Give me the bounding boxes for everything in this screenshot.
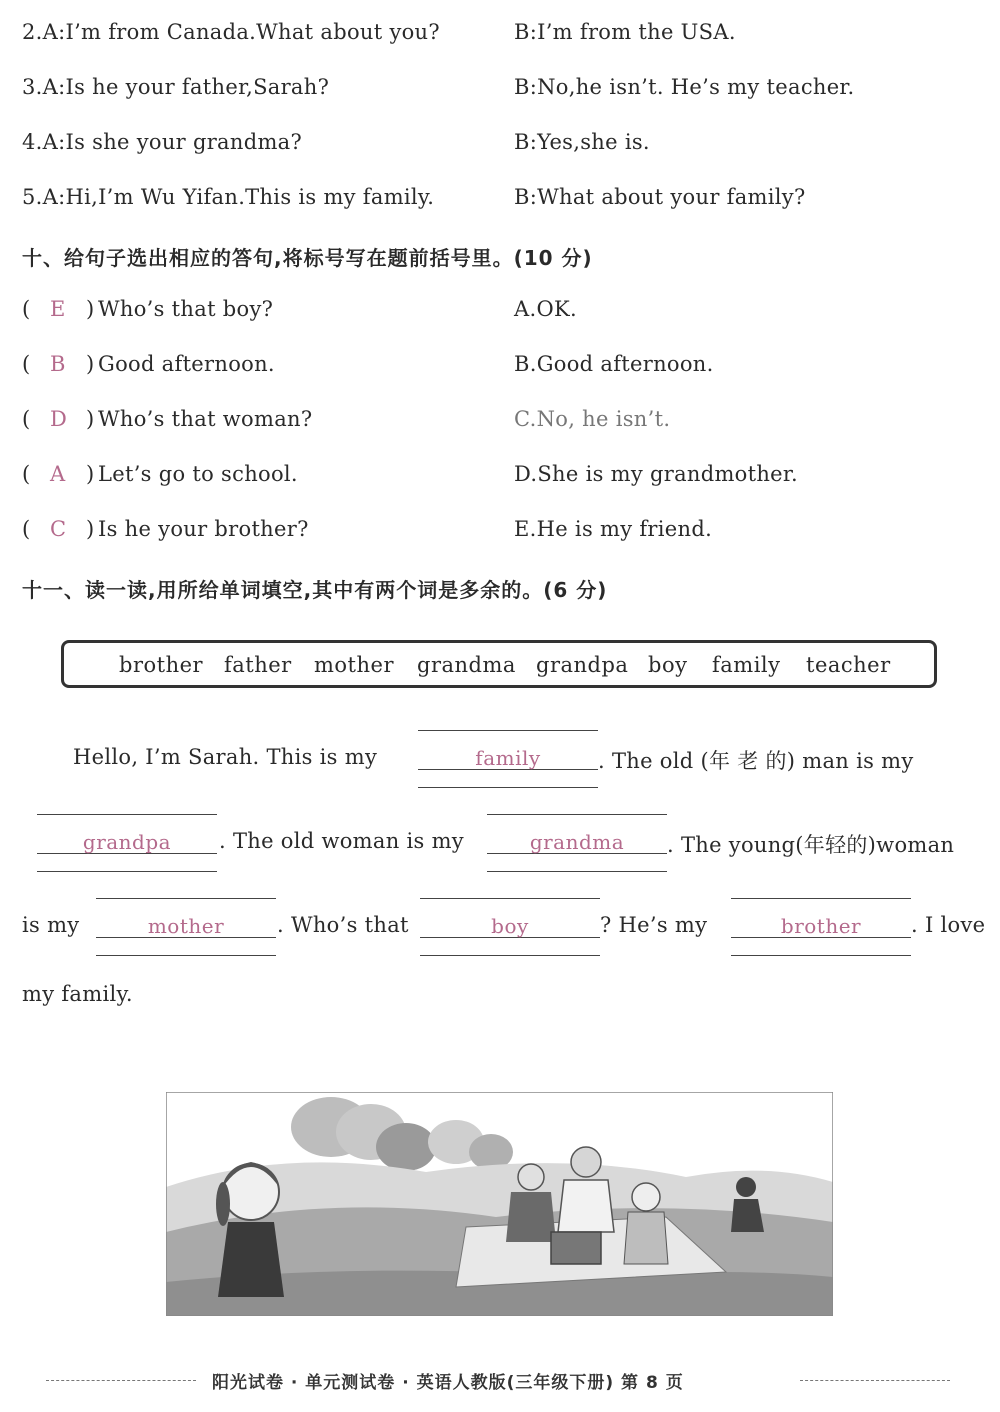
answer-letter[interactable]: B xyxy=(50,352,66,376)
paren-close: ) xyxy=(86,517,95,541)
blank-5[interactable] xyxy=(420,898,600,956)
word-bank-item: grandpa xyxy=(536,653,629,677)
prev-row-5-b: B:What about your family? xyxy=(514,185,806,209)
option-a: A.OK. xyxy=(514,297,577,321)
blank-answer: grandpa xyxy=(82,830,172,854)
prev-row-3-b: B:No,he isn’t. He’s my teacher. xyxy=(514,75,855,99)
answer-letter[interactable]: D xyxy=(50,407,67,431)
footer-text: 阳光试卷 · 单元测试卷 · 英语人教版(三年级下册) 第 8 页 xyxy=(212,1373,684,1393)
passage-text: . The old (年 老 的) man is my xyxy=(598,749,914,773)
blank-1[interactable] xyxy=(418,730,598,788)
word-bank-item: boy xyxy=(648,653,688,677)
prev-row-4-b: B:Yes,she is. xyxy=(514,130,650,154)
paren-open: ( xyxy=(22,462,31,486)
word-bank-item: brother xyxy=(119,653,204,677)
option-c: C.No, he isn’t. xyxy=(514,407,671,431)
paren-open: ( xyxy=(22,352,31,376)
paren-close: ) xyxy=(86,462,95,486)
section-10-heading: 十、给句子选出相应的答句,将标号写在题前括号里。(10 分) xyxy=(22,246,593,270)
word-bank-item: teacher xyxy=(806,653,891,677)
question-text: Who’s that boy? xyxy=(98,297,274,321)
question-text: Who’s that woman? xyxy=(98,407,313,431)
passage-text: . The old woman is my xyxy=(219,829,464,853)
blank-answer: mother xyxy=(147,914,225,938)
blank-answer: family xyxy=(475,746,541,770)
paren-close: ) xyxy=(86,352,95,376)
answer-letter[interactable]: C xyxy=(50,517,67,541)
family-picnic-illustration xyxy=(166,1092,833,1316)
word-bank-item: family xyxy=(712,653,781,677)
paren-open: ( xyxy=(22,407,31,431)
answer-letter[interactable]: E xyxy=(50,297,66,321)
option-e: E.He is my friend. xyxy=(514,517,713,541)
prev-row-5-a: 5.A:Hi,I’m Wu Yifan.This is my family. xyxy=(22,185,435,209)
prev-row-4-a: 4.A:Is she your grandma? xyxy=(22,130,303,154)
question-text: Let’s go to school. xyxy=(98,462,298,486)
passage-text: . I love xyxy=(911,913,986,937)
passage-text: Hello, I’m Sarah. This is my xyxy=(73,745,378,769)
word-bank-item: father xyxy=(224,653,292,677)
blank-6[interactable] xyxy=(731,898,911,956)
prev-row-2-a: 2.A:I’m from Canada.What about you? xyxy=(22,20,440,44)
section-11-heading: 十一、读一读,用所给单词填空,其中有两个词是多余的。(6 分) xyxy=(22,578,608,602)
question-text: Is he your brother? xyxy=(98,517,309,541)
question-text: Good afternoon. xyxy=(98,352,275,376)
passage-text: my family. xyxy=(22,982,133,1006)
word-bank-item: grandma xyxy=(417,653,516,677)
footer-divider-left xyxy=(46,1380,196,1381)
option-d: D.She is my grandmother. xyxy=(514,462,798,486)
footer-divider-right xyxy=(800,1380,950,1381)
word-bank xyxy=(61,640,937,688)
blank-answer: grandma xyxy=(529,830,625,854)
paren-close: ) xyxy=(86,297,95,321)
blank-answer: brother xyxy=(780,914,862,938)
prev-row-2-b: B:I’m from the USA. xyxy=(514,20,736,44)
blank-answer: boy xyxy=(491,914,529,938)
blank-2[interactable] xyxy=(37,814,217,872)
blank-4[interactable] xyxy=(96,898,276,956)
prev-row-3-a: 3.A:Is he your father,Sarah? xyxy=(22,75,330,99)
passage-text: ? He’s my xyxy=(600,913,708,937)
word-bank-item: mother xyxy=(314,653,394,677)
passage-text: is my xyxy=(22,913,80,937)
paren-close: ) xyxy=(86,407,95,431)
blank-3[interactable] xyxy=(487,814,667,872)
option-b: B.Good afternoon. xyxy=(514,352,714,376)
paren-open: ( xyxy=(22,517,31,541)
paren-open: ( xyxy=(22,297,31,321)
passage-text: . The young(年轻的)woman xyxy=(667,833,955,857)
passage-text: . Who’s that xyxy=(277,913,409,937)
answer-letter[interactable]: A xyxy=(50,462,66,486)
